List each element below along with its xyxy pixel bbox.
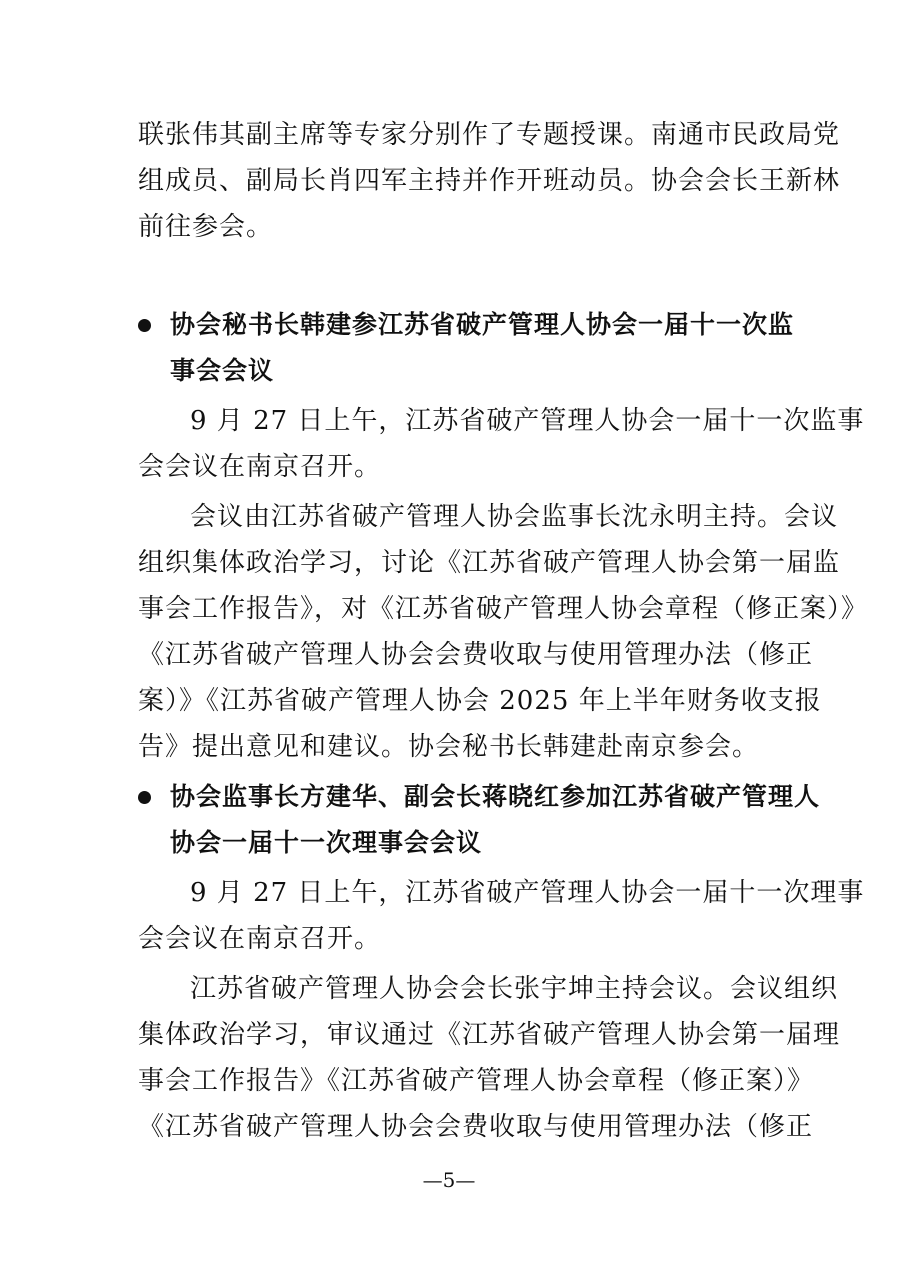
text-line: 组成员、副局长肖四军主持并作开班动员。协会会长王新林: [138, 166, 841, 196]
text-line: 会会议在南京召开。: [138, 924, 382, 954]
heading-text: 协会监事长方建华、副会长蒋晓红参加江苏省破产管理人: [170, 782, 821, 811]
section-1-paragraph-2: [138, 494, 869, 770]
page-number: —5—: [422, 1168, 476, 1192]
text-line: 会会议在南京召开。: [138, 452, 382, 482]
heading-line: 事会会议: [170, 356, 275, 385]
text-line: 集体政治学习，审议通过《江苏省破产管理人协会第一届理: [138, 1020, 841, 1050]
heading-text: 协会秘书长韩建参江苏省破产管理人协会一届十一次监: [170, 310, 795, 339]
bullet-icon: [138, 791, 151, 804]
section-2-heading: [138, 774, 821, 866]
section-2: [138, 774, 865, 1150]
bullet-icon: [138, 319, 151, 332]
text-line: 江苏省破产管理人协会会长张宇坤主持会议。会议组织: [190, 974, 839, 1004]
text-line: 组织集体政治学习，讨论《江苏省破产管理人协会第一届监: [138, 548, 841, 578]
text-line: 告》提出意见和建议。协会秘书长韩建赴南京参会。: [138, 732, 760, 762]
text-line: 9 月 27 日上午，江苏省破产管理人协会一届十一次监事: [190, 406, 865, 436]
text-line: 案）》《江苏省破产管理人协会 2025 年上半年财务收支报: [138, 686, 822, 716]
section-2-paragraph-1: [138, 870, 865, 962]
heading-line: [138, 774, 821, 820]
heading-line: [138, 302, 795, 348]
text-line: 事会工作报告》《江苏省破产管理人协会章程（修正案）》: [138, 1066, 815, 1096]
text-line: 会议由江苏省破产管理人协会监事长沈永明主持。会议: [190, 502, 839, 532]
section-1-paragraph-1: [138, 398, 865, 490]
intro-paragraph: [138, 112, 841, 250]
text-line: 联张伟其副主席等专家分别作了专题授课。南通市民政局党: [138, 120, 841, 150]
text-line: 9 月 27 日上午，江苏省破产管理人协会一届十一次理事: [190, 878, 865, 908]
text-line: 《江苏省破产管理人协会会费收取与使用管理办法（修正: [138, 640, 814, 670]
text-line: 事会工作报告》，对《江苏省破产管理人协会章程（修正案）》: [138, 594, 869, 624]
section-1: [138, 302, 869, 770]
heading-line: 协会一届十一次理事会会议: [170, 828, 483, 857]
text-line: 《江苏省破产管理人协会会费收取与使用管理办法（修正: [138, 1112, 814, 1142]
text-line: 前往参会。: [138, 212, 274, 242]
document-body: [138, 112, 869, 1150]
section-2-paragraph-2: [138, 966, 841, 1150]
section-1-heading: [138, 302, 795, 394]
